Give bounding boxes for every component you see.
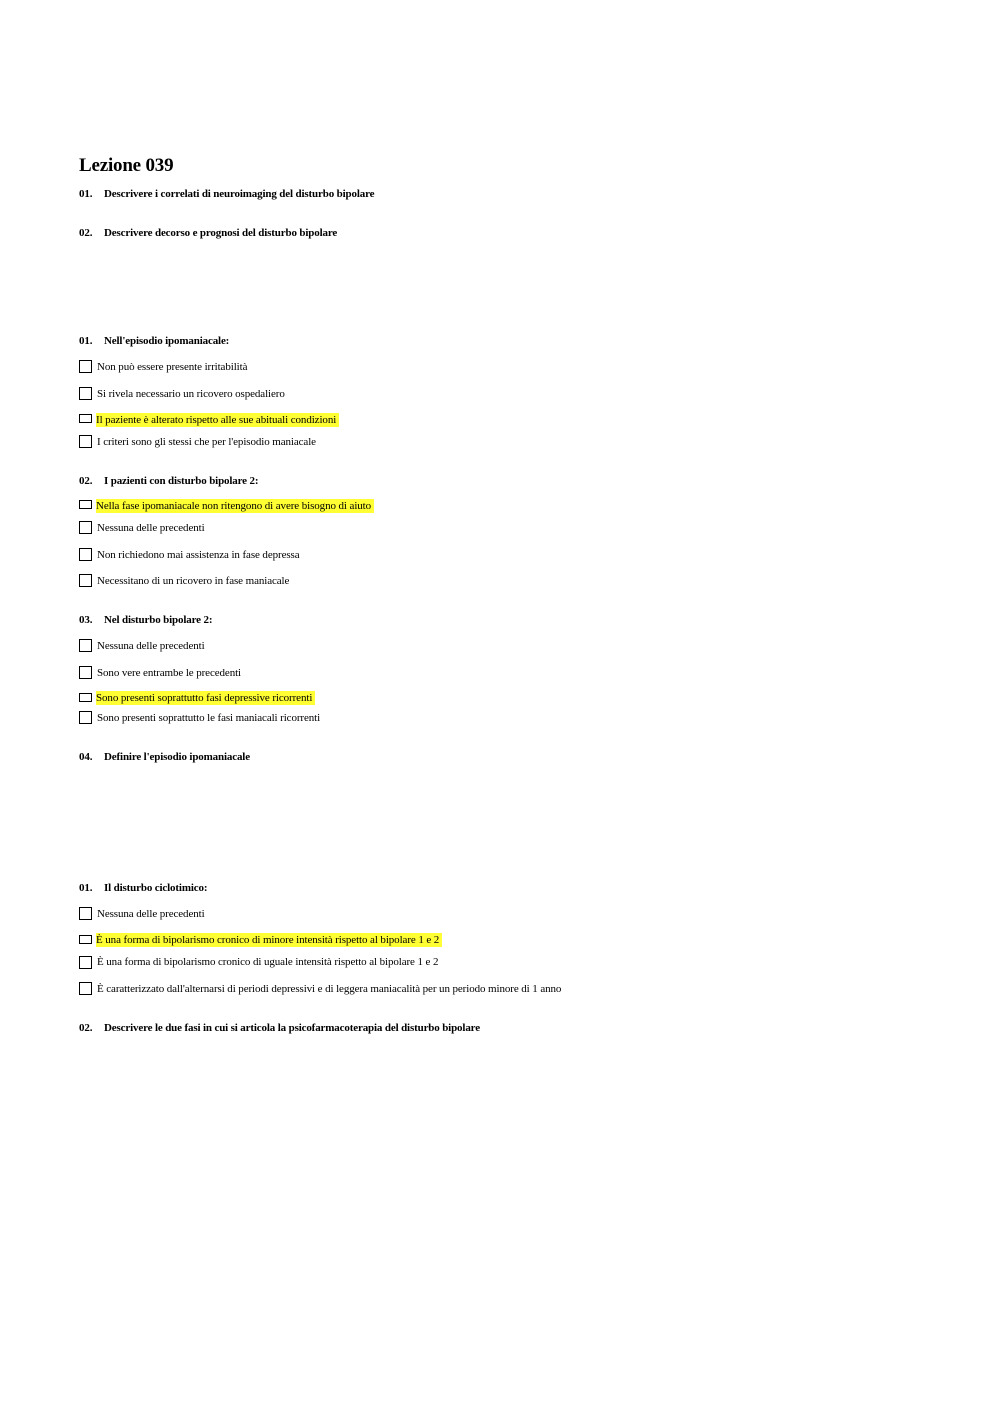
question-text: Descrivere decorso e prognosi del disturbo bipolare <box>104 227 338 239</box>
answer-checkbox[interactable] <box>79 360 92 373</box>
answer-checkbox[interactable] <box>79 666 92 679</box>
answer-option: Non può essere presente irritabilità <box>97 361 248 373</box>
question-number: 01. <box>79 188 93 200</box>
answer-checkbox[interactable] <box>79 711 92 724</box>
question-s2-02 <box>79 475 258 487</box>
question-number: 03. <box>79 614 93 626</box>
answer-checkbox[interactable] <box>79 500 92 509</box>
answer-option: Nessuna delle precedenti <box>97 908 205 920</box>
answer-option: Sono vere entrambe le precedenti <box>97 667 242 679</box>
question-number: 02. <box>79 227 93 239</box>
highlighted-answer: È una forma di bipolarismo cronico di minore intensità rispetto al bipolare 1 e 2 <box>96 933 442 947</box>
question-s3-01 <box>79 882 207 894</box>
answer-option: I criteri sono gli stessi che per l'episodio maniacale <box>97 436 316 448</box>
highlighted-answer: Il paziente è alterato rispetto alle sue abituali condizioni <box>96 413 339 427</box>
answer-checkbox[interactable] <box>79 907 92 920</box>
answer-checkbox[interactable] <box>79 693 92 702</box>
answer-checkbox[interactable] <box>79 521 92 534</box>
answer-option-correct <box>96 499 374 513</box>
highlighted-answer: Nella fase ipomaniacale non ritengono di avere bisogno di aiuto <box>96 499 374 513</box>
answer-option: Nessuna delle precedenti <box>97 640 205 652</box>
question-s1-02 <box>79 227 337 239</box>
answer-option: È una forma di bipolarismo cronico di uguale intensità rispetto al bipolare 1 e 2 <box>97 956 439 968</box>
question-text: Definire l'episodio ipomaniacale <box>104 751 250 763</box>
question-text: I pazienti con disturbo bipolare 2: <box>104 475 259 487</box>
page-title: Lezione 039 <box>79 155 174 176</box>
answer-option: Sono presenti soprattutto le fasi maniacali ricorrenti <box>97 712 321 724</box>
answer-option-correct <box>96 691 315 705</box>
question-text: Il disturbo ciclotimico: <box>104 882 208 894</box>
answer-option-correct <box>96 413 339 427</box>
answer-option: Necessitano di un ricovero in fase maniacale <box>97 575 290 587</box>
question-s3-02 <box>79 1022 480 1034</box>
answer-checkbox[interactable] <box>79 387 92 400</box>
question-number: 01. <box>79 882 93 894</box>
answer-option: Nessuna delle precedenti <box>97 522 205 534</box>
question-s1-01 <box>79 188 374 200</box>
answer-checkbox[interactable] <box>79 548 92 561</box>
question-text: Nel disturbo bipolare 2: <box>104 614 213 626</box>
answer-option: È caratterizzato dall'alternarsi di periodi depressivi e di leggera maniacalità per un periodo minore di 1 anno <box>97 983 562 995</box>
answer-checkbox[interactable] <box>79 639 92 652</box>
question-s2-01 <box>79 335 229 347</box>
answer-option: Non richiedono mai assistenza in fase depressa <box>97 549 300 561</box>
question-number: 02. <box>79 475 93 487</box>
question-number: 02. <box>79 1022 93 1034</box>
answer-checkbox[interactable] <box>79 935 92 944</box>
question-text: Descrivere le due fasi in cui si articola la psicofarmacoterapia del disturbo bipolare <box>104 1022 480 1034</box>
answer-option: Si rivela necessario un ricovero ospedaliero <box>97 388 285 400</box>
answer-checkbox[interactable] <box>79 982 92 995</box>
answer-checkbox[interactable] <box>79 956 92 969</box>
question-text: Nell'episodio ipomaniacale: <box>104 335 230 347</box>
question-text: Descrivere i correlati di neuroimaging del disturbo bipolare <box>104 188 375 200</box>
answer-option-correct <box>96 933 442 947</box>
answer-checkbox[interactable] <box>79 574 92 587</box>
answer-checkbox[interactable] <box>79 435 92 448</box>
question-number: 01. <box>79 335 93 347</box>
question-number: 04. <box>79 751 93 763</box>
question-s2-04 <box>79 751 250 763</box>
highlighted-answer: Sono presenti soprattutto fasi depressive ricorrenti <box>96 691 315 705</box>
question-s2-03 <box>79 614 212 626</box>
answer-checkbox[interactable] <box>79 414 92 423</box>
